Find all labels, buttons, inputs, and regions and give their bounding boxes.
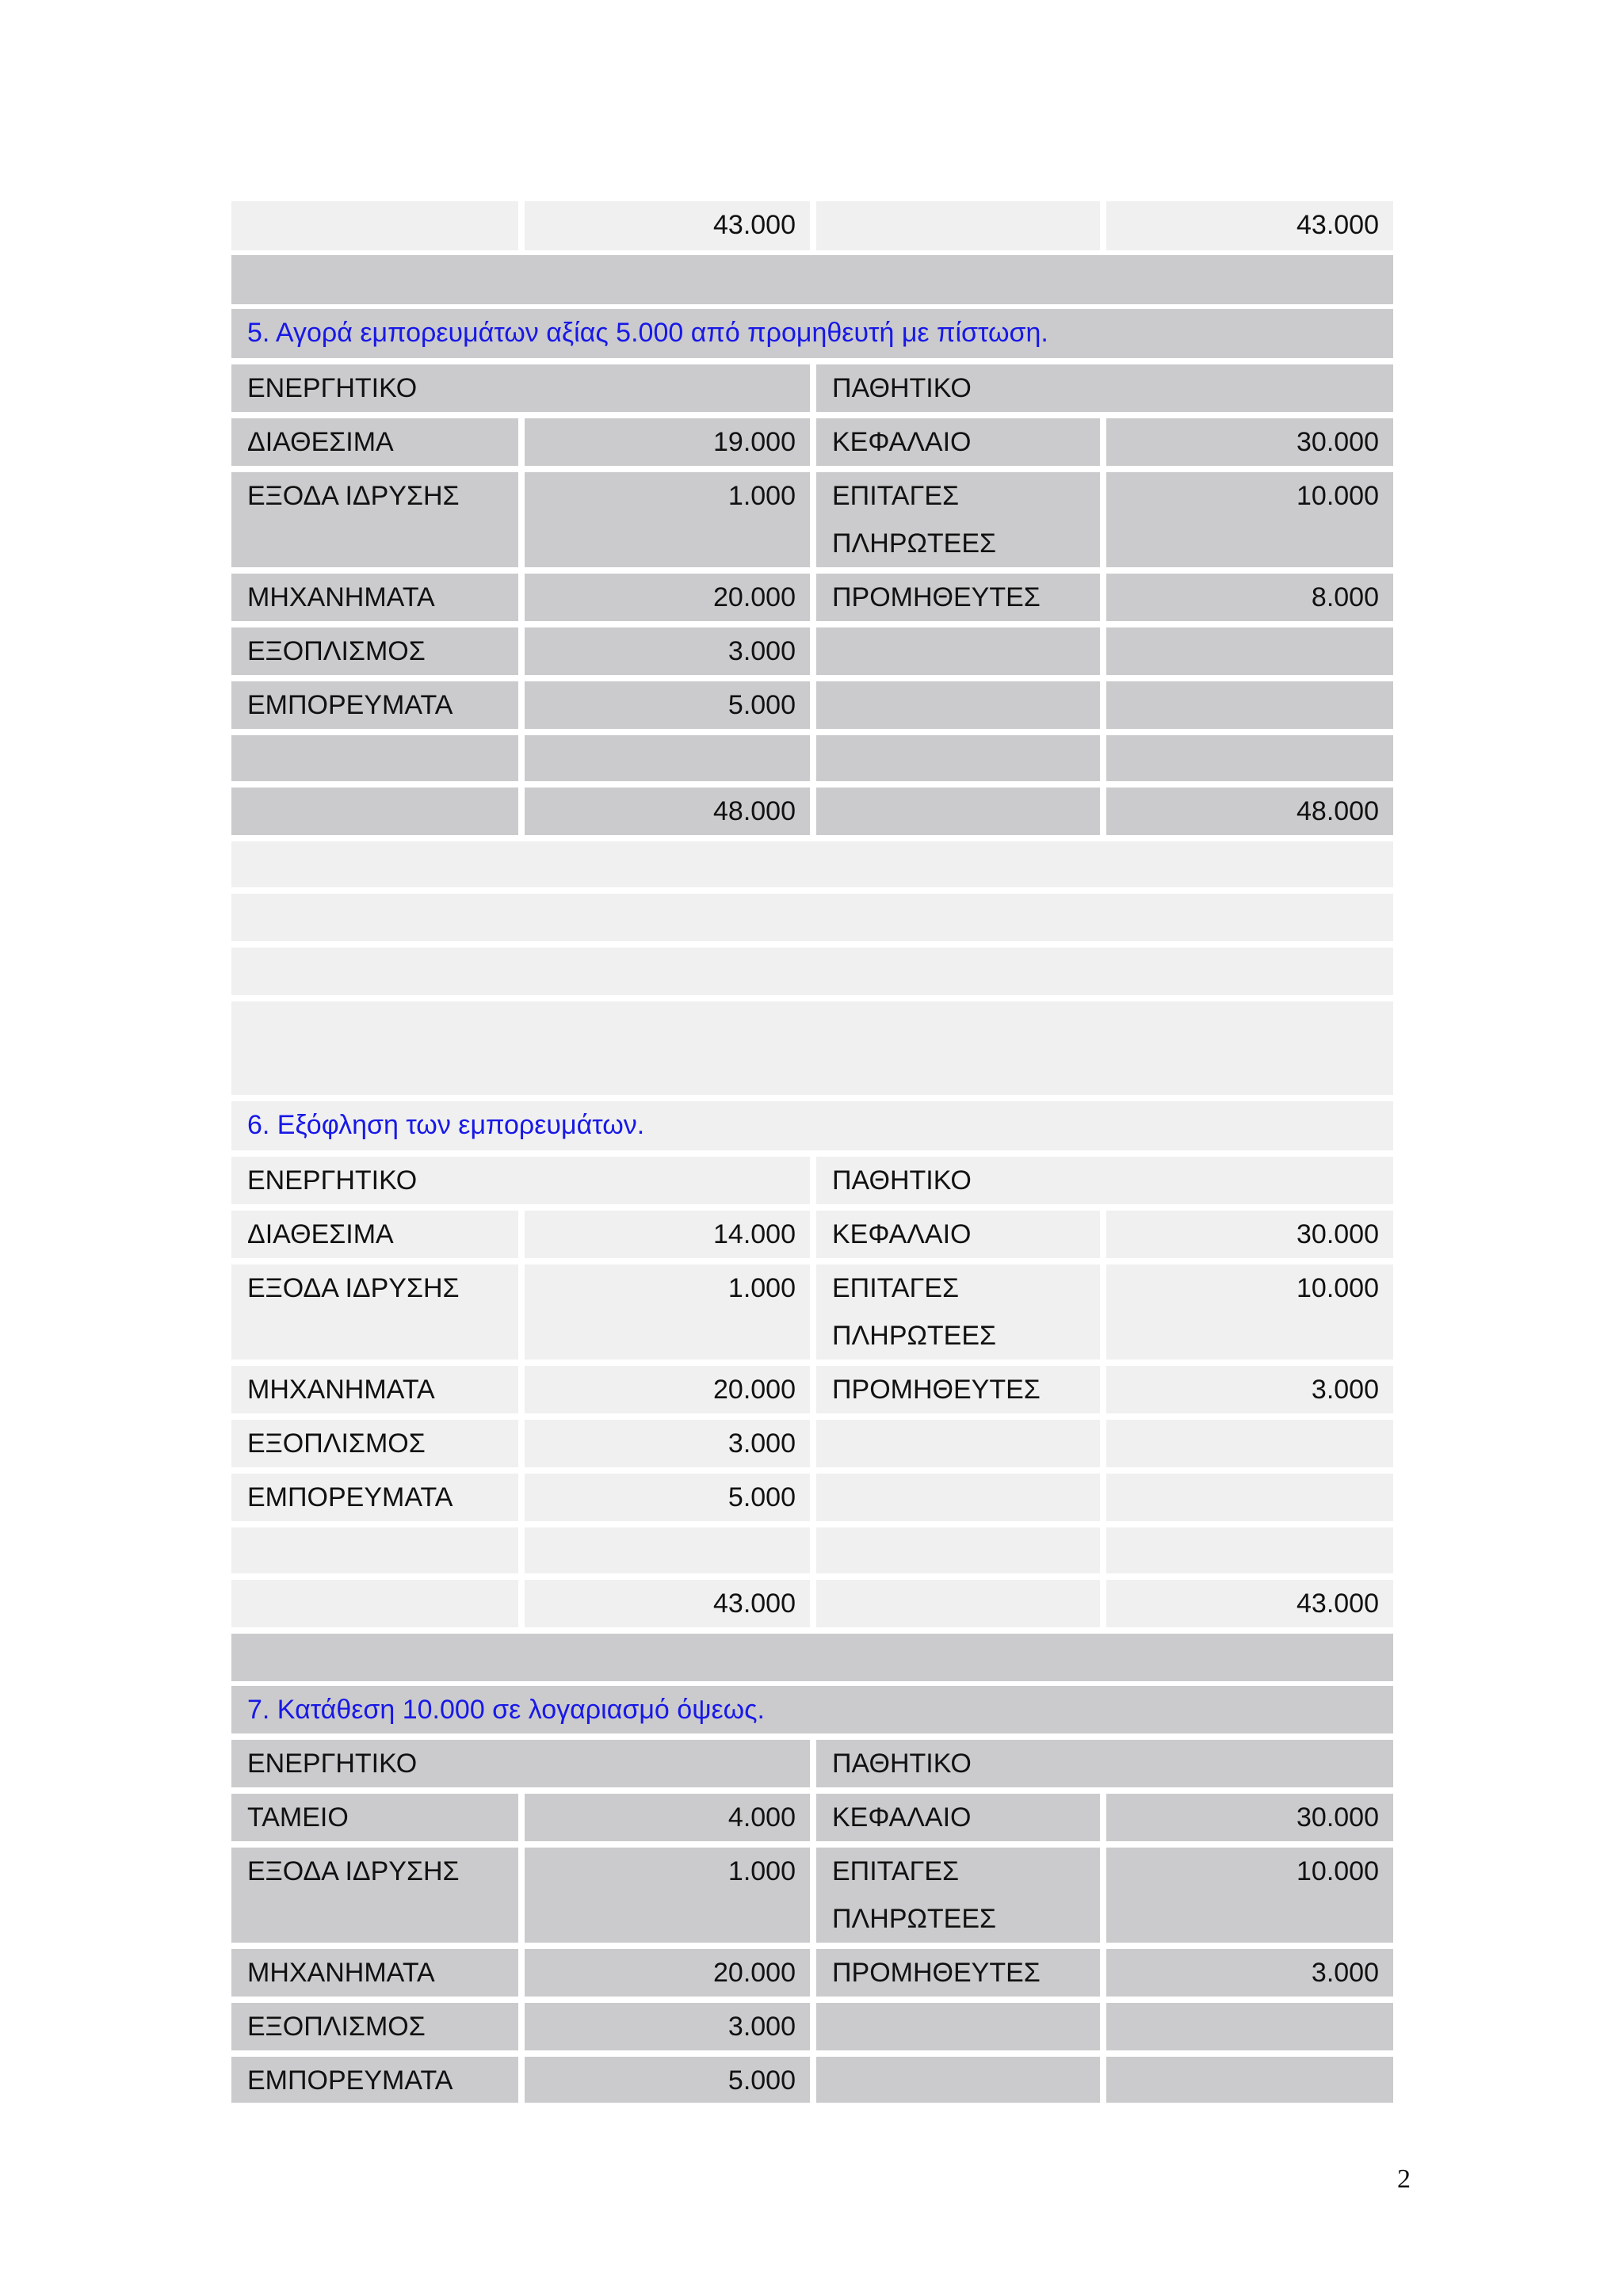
liability-label: ΠΡΟΜΗΘΕΥΤΕΣ [816,1949,1100,1997]
liability-value: 10.000 [1106,1264,1393,1360]
liability-value: 30.000 [1106,1211,1393,1258]
asset-label: ΕΞΟΔΑ ΙΔΡΥΣΗΣ [231,1848,518,1943]
liability-value: 8.000 [1106,574,1393,621]
blank-cell [231,1527,518,1573]
asset-value: 1.000 [525,472,810,567]
asset-label: ΕΞΟΠΛΙΣΜΟΣ [231,1420,518,1467]
spacer-row [231,894,1393,941]
asset-label: ΤΑΜΕΙΟ [231,1794,518,1841]
asset-value: 19.000 [525,418,810,466]
liability-label-multiline [816,1264,1100,1360]
spacer-row [231,841,1393,887]
asset-label: ΕΞΟΠΛΙΣΜΟΣ [231,627,518,675]
section-caption: 7. Κατάθεση 10.000 σε λογαριασμό όψεως. [231,1686,1393,1733]
blank-cell [1106,735,1393,781]
liability-value: 3.000 [1106,1949,1393,1997]
assets-header: ΕΝΕΡΓΗΤΙΚΟ [231,1740,810,1787]
assets-header: ΕΝΕΡΓΗΤΙΚΟ [231,364,810,412]
liability-value [1106,627,1393,675]
liabilities-header: ΠΑΘΗΤΙΚΟ [816,1740,1393,1787]
asset-label: ΕΜΠΟΡΕΥΜΑΤΑ [231,1474,518,1521]
spacer-row [231,1634,1393,1681]
spacer-row [231,1001,1393,1095]
blank-cell [231,788,518,835]
top-blank-cell [231,201,518,250]
liability-label [816,1474,1100,1521]
section-caption: 6. Εξόφληση των εμπορευμάτων. [231,1101,1393,1150]
asset-value: 20.000 [525,1366,810,1413]
spacer-row [231,948,1393,995]
liability-label: ΚΕΦΑΛΑΙΟ [816,1794,1100,1841]
asset-label: ΕΞΟΔΑ ΙΔΡΥΣΗΣ [231,472,518,567]
asset-label: ΜΗΧΑΝΗΜΑΤΑ [231,1949,518,1997]
liability-value [1106,1420,1393,1467]
liability-label [816,681,1100,729]
liability-label-multiline [816,1848,1100,1943]
asset-value: 5.000 [525,2057,810,2103]
asset-label: ΕΜΠΟΡΕΥΜΑΤΑ [231,681,518,729]
blank-cell [816,1527,1100,1573]
asset-value: 3.000 [525,1420,810,1467]
asset-value: 3.000 [525,2003,810,2050]
blank-cell [816,735,1100,781]
top-blank-cell [816,201,1100,250]
asset-label: ΕΞΟΔΑ ΙΔΡΥΣΗΣ [231,1264,518,1360]
liability-label-line1: ΕΠΙΤΑΓΕΣ [832,1273,960,1303]
liability-value: 10.000 [1106,472,1393,567]
blank-cell [525,735,810,781]
asset-value: 20.000 [525,574,810,621]
blank-cell [231,735,518,781]
liability-label [816,2003,1100,2050]
liability-label-multiline [816,472,1100,567]
assets-total: 43.000 [525,1580,810,1627]
asset-label: ΕΜΠΟΡΕΥΜΑΤΑ [231,2057,518,2103]
asset-value: 5.000 [525,1474,810,1521]
liability-value: 30.000 [1106,418,1393,466]
asset-value: 4.000 [525,1794,810,1841]
liability-label: ΚΕΦΑΛΑΙΟ [816,1211,1100,1258]
liability-label-line2: ΠΛΗΡΩΤΕΕΣ [832,1904,997,1934]
blank-cell [816,788,1100,835]
liability-value: 30.000 [1106,1794,1393,1841]
asset-value: 3.000 [525,627,810,675]
liability-label-line1: ΕΠΙΤΑΓΕΣ [832,481,960,511]
liability-label: ΠΡΟΜΗΘΕΥΤΕΣ [816,574,1100,621]
asset-label: ΜΗΧΑΝΗΜΑΤΑ [231,574,518,621]
top-liabilities-total: 43.000 [1106,201,1393,250]
liability-value [1106,1474,1393,1521]
liability-value [1106,2003,1393,2050]
liabilities-total: 48.000 [1106,788,1393,835]
asset-value: 1.000 [525,1848,810,1943]
blank-cell [1106,1527,1393,1573]
liabilities-header: ΠΑΘΗΤΙΚΟ [816,364,1393,412]
top-assets-total: 43.000 [525,201,810,250]
asset-value: 1.000 [525,1264,810,1360]
assets-total: 48.000 [525,788,810,835]
page-number: 2 [1397,2164,1411,2194]
liability-label-line2: ΠΛΗΡΩΤΕΕΣ [832,528,997,559]
liabilities-header: ΠΑΘΗΤΙΚΟ [816,1157,1393,1204]
liability-value [1106,681,1393,729]
liability-value: 3.000 [1106,1366,1393,1413]
liability-label: ΚΕΦΑΛΑΙΟ [816,418,1100,466]
liability-label-line1: ΕΠΙΤΑΓΕΣ [832,1856,960,1886]
liability-label [816,627,1100,675]
blank-cell [231,1580,518,1627]
asset-label: ΔΙΑΘΕΣΙΜΑ [231,1211,518,1258]
liability-value [1106,2057,1393,2103]
asset-label: ΔΙΑΘΕΣΙΜΑ [231,418,518,466]
blank-cell [816,1580,1100,1627]
asset-label: ΜΗΧΑΝΗΜΑΤΑ [231,1366,518,1413]
asset-value: 5.000 [525,681,810,729]
liability-value: 10.000 [1106,1848,1393,1943]
liability-label [816,2057,1100,2103]
liability-label: ΠΡΟΜΗΘΕΥΤΕΣ [816,1366,1100,1413]
asset-value: 14.000 [525,1211,810,1258]
liability-label-line2: ΠΛΗΡΩΤΕΕΣ [832,1321,997,1351]
blank-cell [525,1527,810,1573]
section-caption: 5. Αγορά εμπορευμάτων αξίας 5.000 από προμηθευτή με πίστωση. [231,309,1393,358]
liabilities-total: 43.000 [1106,1580,1393,1627]
asset-value: 20.000 [525,1949,810,1997]
asset-label: ΕΞΟΠΛΙΣΜΟΣ [231,2003,518,2050]
spacer-row [231,255,1393,304]
assets-header: ΕΝΕΡΓΗΤΙΚΟ [231,1157,810,1204]
liability-label [816,1420,1100,1467]
